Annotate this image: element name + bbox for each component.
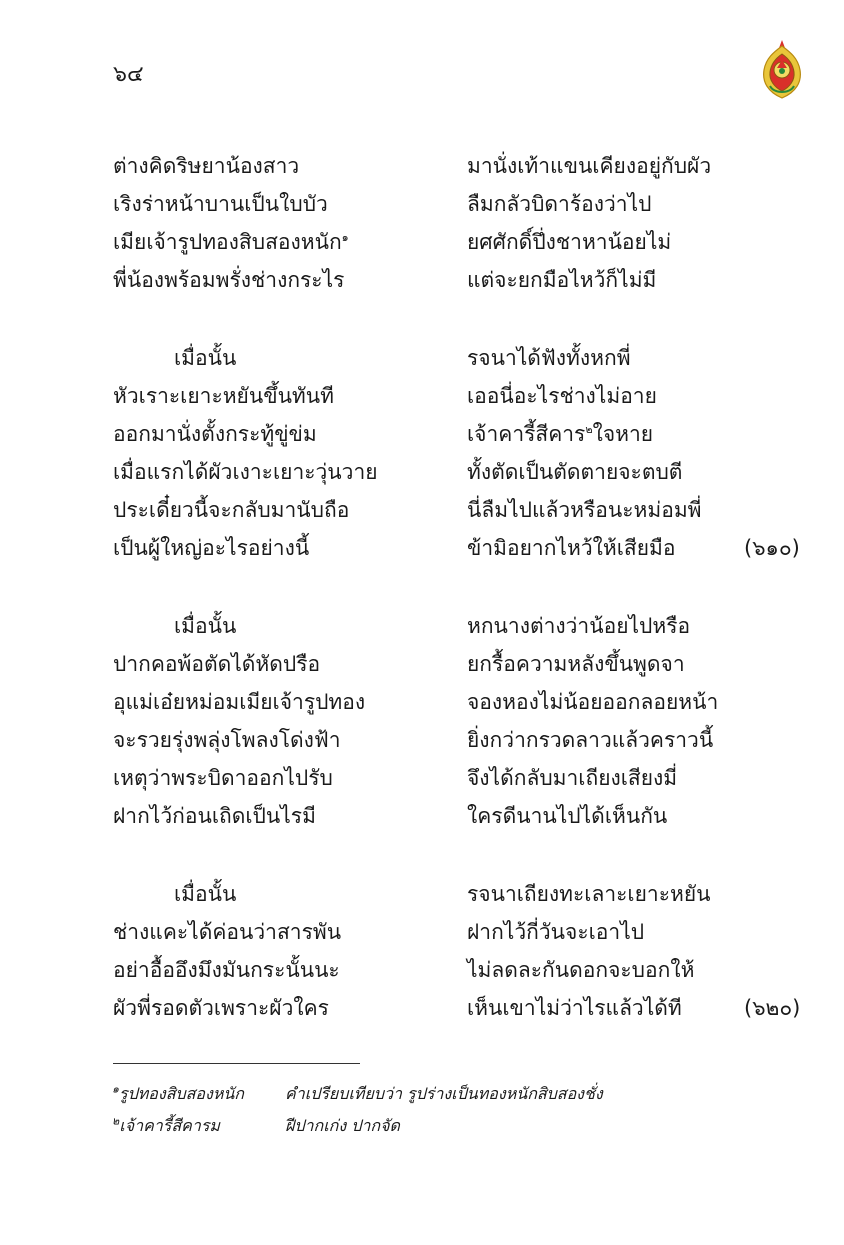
verse-line-left: เริงร่าหน้าบานเป็นใบบัว	[113, 192, 328, 216]
verse-line-right: ลืมกลัวบิดาร้องว่าไป	[467, 192, 652, 216]
footnote-marker: ๒	[585, 423, 593, 436]
verse-line-left: ปากคอพ้อตัดได้หัดปรือ	[113, 652, 321, 676]
verse-line-right: ไม่ลดละกันดอกจะบอกให้	[467, 958, 695, 982]
verse-number: (๖๒๐)	[744, 996, 801, 1020]
verse-line-right: หกนางต่างว่าน้อยไปหรือ	[467, 614, 691, 638]
verse-line-right: ข้ามิอยากไหว้ให้เสียมือ	[467, 536, 676, 560]
verse-line-left: เป็นผู้ใหญ่อะไรอย่างนี้	[113, 536, 310, 560]
verse-line-left: พี่น้องพร้อมพรั่งช่างกระไร	[113, 268, 345, 292]
verse-line-left: ฝากไว้ก่อนเถิดเป็นไรมี	[113, 804, 316, 828]
footnote-definition: ฝีปากเก่ง ปากจัด	[285, 1116, 400, 1135]
verse-line-left: อุแม่เอ๋ยหม่อมเมียเจ้ารูปทอง	[113, 690, 366, 714]
footnote-marker: ๒	[112, 1114, 120, 1128]
verse-line-right: ยศศักดิ์ปึ่งชาหาน้อยไม่	[467, 230, 672, 254]
footnote-marker: ๑	[341, 231, 349, 244]
verse-line-left: เมื่อนั้น	[174, 614, 237, 638]
footnote-definition: คำเปรียบเทียบว่า รูปร่างเป็นทองหนักสิบสองชั่ง	[285, 1084, 603, 1103]
verse-text: ใจหาย	[592, 422, 654, 446]
verse-line-right	[467, 420, 653, 448]
verse-line-right: ใครดีนานไปได้เห็นกัน	[467, 804, 668, 828]
verse-line-left	[113, 228, 349, 256]
verse-line-right: แต่จะยกมือไหว้ก็ไม่มี	[467, 268, 657, 292]
footnote-term	[112, 1083, 244, 1105]
verse-line-right: เห็นเขาไม่ว่าไรแล้วได้ที	[467, 996, 682, 1020]
footnote-divider	[113, 1063, 360, 1064]
footnote-term-text: เจ้าคารี้สีคารม	[119, 1116, 220, 1135]
verse-line-right: มานั่งเท้าแขนเคียงอยู่กับผัว	[467, 154, 712, 178]
verse-line-left: ต่างคิดริษยาน้องสาว	[113, 154, 300, 178]
footnote-marker: ๑	[112, 1082, 119, 1096]
footnote-term-text: รูปทองสิบสองหนัก	[118, 1084, 244, 1103]
verse-line-left: ผัวพี่รอดตัวเพราะผัวใคร	[113, 996, 329, 1020]
verse-line-right: ฝากไว้กี่วันจะเอาไป	[467, 920, 645, 944]
verse-line-left: หัวเราะเยาะหยันขึ้นทันที	[113, 384, 334, 408]
verse-line-right: ยกรื้อความหลังขึ้นพูดจา	[467, 652, 685, 676]
footnote-term	[112, 1115, 220, 1137]
verse-line-left: ประเดี๋ยวนี้จะกลับมานับถือ	[113, 498, 350, 522]
verse-line-right: นี่ลืมไปแล้วหรือนะหม่อมพี่	[467, 498, 702, 522]
verse-text: เมียเจ้ารูปทองสิบสองหนัก	[113, 230, 342, 254]
verse-line-right: ยิ่งกว่ากรวดลาวแล้วคราวนี้	[467, 728, 714, 752]
verse-line-left: จะรวยรุ่งพลุ่งโพลงโด่งฟ้า	[113, 728, 341, 752]
royal-crown-emblem-icon	[760, 38, 804, 100]
verse-line-right: รจนาได้ฟังทั้งหกพี่	[467, 346, 631, 370]
verse-line-right: จองหองไม่น้อยออกลอยหน้า	[467, 690, 719, 714]
verse-line-right: จึงได้กลับมาเถียงเสียงมี่	[467, 766, 678, 790]
verse-line-right: เออนี่อะไรช่างไม่อาย	[467, 384, 657, 408]
verse-line-left: อย่าอื้ออึงมึงมันกระนั้นนะ	[113, 958, 340, 982]
verse-line-left: เมื่อนั้น	[174, 882, 237, 906]
verse-line-right: รจนาเถียงทะเลาะเยาะหยัน	[467, 882, 711, 906]
verse-line-left: เมื่อแรกได้ผัวเงาะเยาะวุ่นวาย	[113, 460, 378, 484]
page-number: ๖๔	[113, 62, 144, 87]
verse-text: เจ้าคารี้สีคาร	[467, 422, 586, 446]
verse-line-right: ทั้งตัดเป็นตัดตายจะตบตี	[467, 460, 683, 484]
verse-line-left: เหตุว่าพระบิดาออกไปรับ	[113, 766, 333, 790]
verse-number: (๖๑๐)	[744, 536, 800, 560]
verse-line-left: ช่างแคะได้ค่อนว่าสารพัน	[113, 920, 342, 944]
verse-line-left: เมื่อนั้น	[174, 346, 237, 370]
verse-line-left: ออกมานั่งตั้งกระทู้ขู่ข่ม	[113, 422, 317, 446]
